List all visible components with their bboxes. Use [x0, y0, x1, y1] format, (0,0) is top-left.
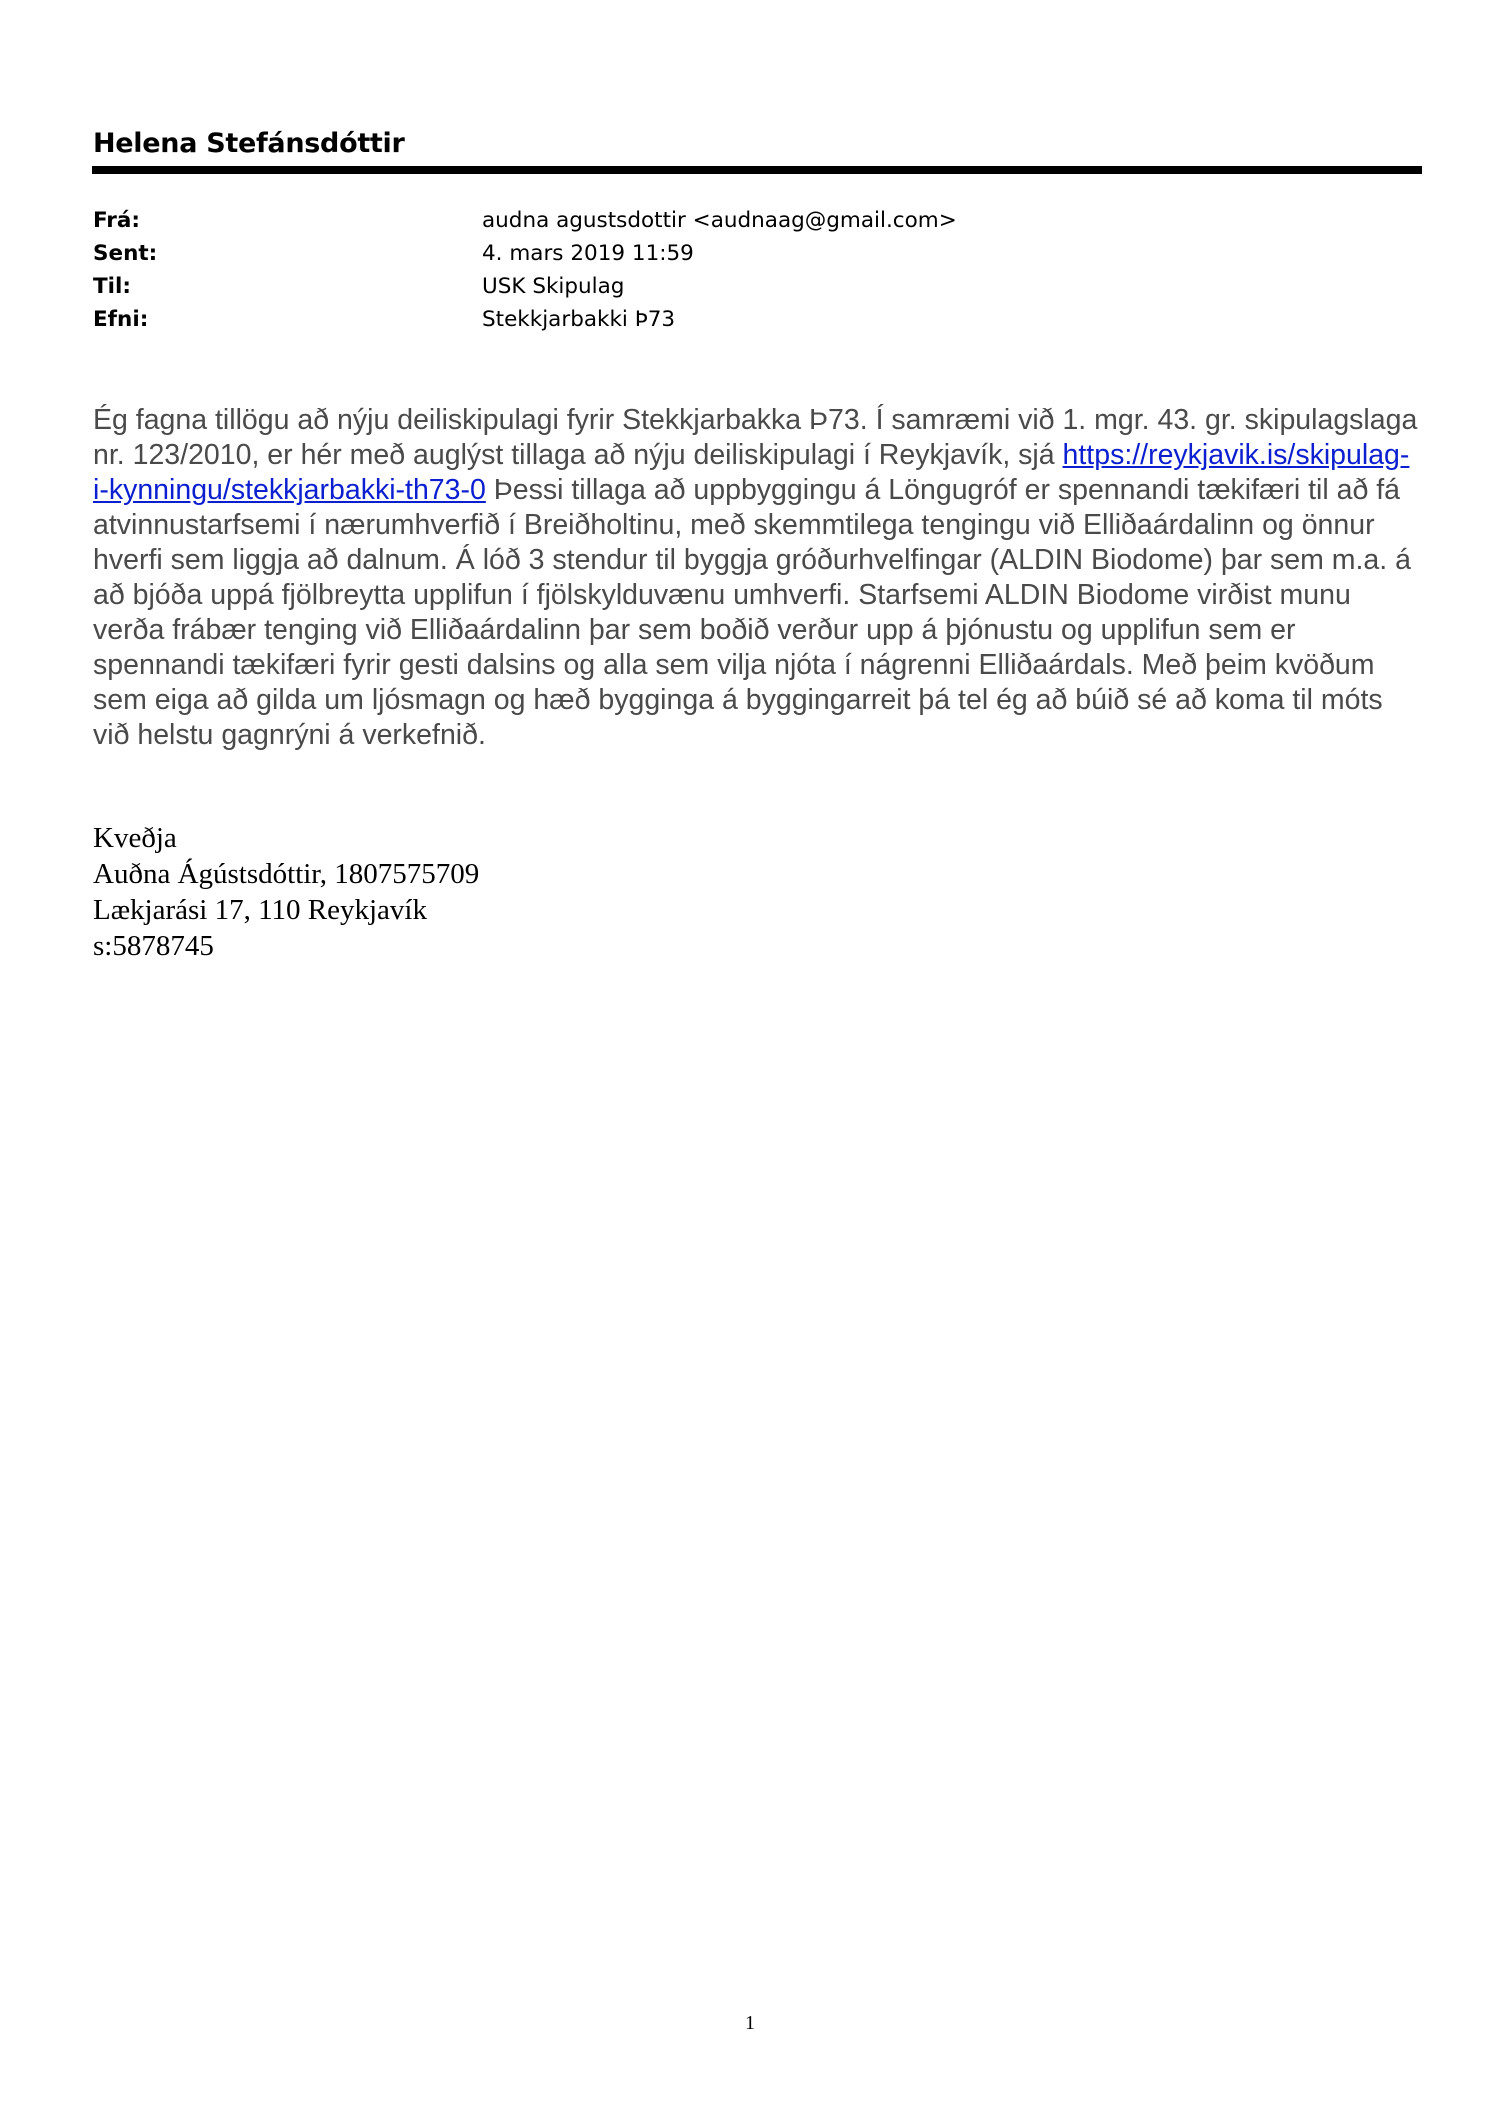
header-divider	[92, 166, 1422, 174]
header-value-subject: Stekkjarbakki Þ73	[482, 307, 676, 332]
header-label-from: Frá:	[93, 208, 141, 233]
header-label-sent: Sent:	[93, 241, 158, 266]
page-number: 1	[745, 2012, 755, 2034]
page-owner-name: Helena Stefánsdóttir	[93, 128, 405, 159]
signature-name: Auðna Ágústsdóttir, 1807575709	[93, 858, 480, 890]
email-body	[93, 403, 1423, 753]
header-row-sent	[93, 237, 957, 270]
plan-link[interactable]: https://reykjavik.is/skipulag-i-kynningu/stekkjarbakki-th73-0	[93, 439, 1410, 506]
body-text-main: Þessi tillaga að uppbyggingu á Löngugróf er spennandi tækifæri til að fá atvinnustarfsemi í nærumhverfið í Breiðholtinu, með skemmtilega tengingu við Elliðaárdalinn og önnur hverfi sem liggja að dalnum. Á lóð 3 stendur til byggja gróðurhvelfingar (ALDIN Biodome) þar sem m.a. á að bjóða uppá fjölbreytta upplifun í fjölskylduvænu umhverfi. Starfsemi ALDIN Biodome virðist munu verða frábær tenging við Elliðaárdalinn þar sem boðið verður upp á þjónustu og upplifun sem er spennandi tækifæri fyrir gesti dalsins og alla sem vilja njóta í nágrenni Elliðaárdals. Með þeim kvöðum sem eiga að gilda um ljósmagn og hæð bygginga á byggingarreit þá tel ég að búið sé að koma til móts við helstu gagnrýni á verkefnið.	[93, 474, 1411, 751]
signature-phone: s:5878745	[93, 930, 214, 962]
header-value-sent: 4. mars 2019 11:59	[482, 241, 694, 266]
signature-greeting: Kveðja	[93, 822, 177, 854]
header-label-subject: Efni:	[93, 307, 149, 332]
header-row-subject	[93, 303, 957, 336]
email-headers	[93, 204, 957, 336]
header-row-from	[93, 204, 957, 237]
header-value-to: USK Skipulag	[482, 274, 625, 299]
signature-address: Lækjarási 17, 110 Reykjavík	[93, 894, 427, 926]
header-value-from: audna agustsdottir <audnaag@gmail.com>	[482, 208, 957, 233]
signature-block	[93, 820, 479, 964]
body-text-intro: Ég fagna tillögu að nýju deiliskipulagi fyrir Stekkjarbakka Þ73. Í samræmi við 1. mgr. 43. gr. skipulagslaga nr. 123/2010, er hér með auglýst tillaga að nýju deiliskipulagi í Reykjavík, sjá	[93, 404, 1418, 471]
header-label-to: Til:	[93, 274, 132, 299]
header-row-to	[93, 270, 957, 303]
